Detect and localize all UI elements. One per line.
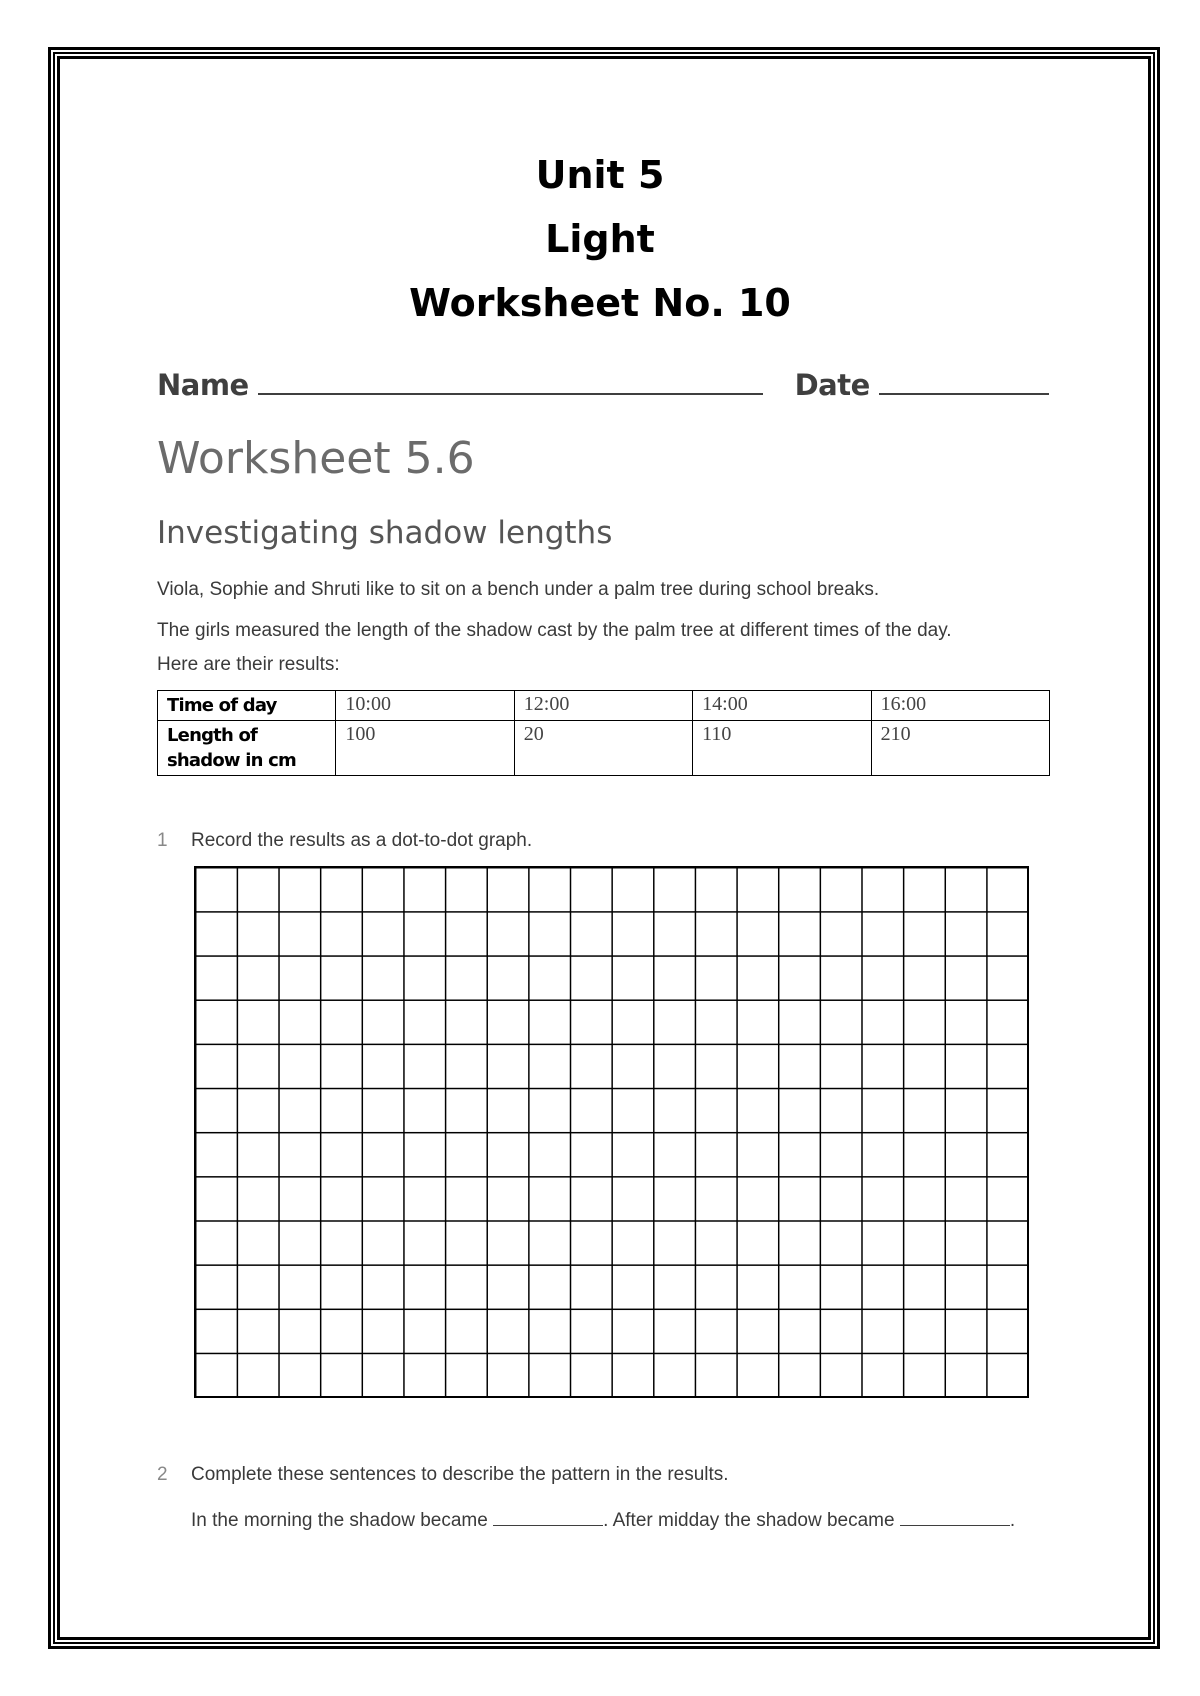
table-row <box>158 721 1050 776</box>
date-field[interactable] <box>879 369 1049 395</box>
graph-grid[interactable] <box>194 866 1029 1398</box>
unit-title: Unit 5 <box>535 153 665 197</box>
table-cell: 16:00 <box>871 691 1049 721</box>
table-cell: 110 <box>693 721 871 776</box>
table-cell: 14:00 <box>693 691 871 721</box>
sentence-part-2: . After midday the shadow became <box>603 1510 895 1531</box>
question-2-text: Complete these sentences to describe the pattern in the results. <box>191 1464 729 1485</box>
results-table <box>157 690 1050 776</box>
question-2-number: 2 <box>157 1464 168 1485</box>
morning-answer-field[interactable] <box>493 1507 603 1526</box>
sentence-part-1: In the morning the shadow became <box>191 1510 488 1531</box>
results-intro: Here are their results: <box>157 654 340 675</box>
worksheet-heading: Worksheet 5.6 <box>157 433 475 484</box>
worksheet-subheading: Investigating shadow lengths <box>157 515 613 551</box>
table-row <box>158 691 1050 721</box>
question-2-sentence <box>191 1507 1015 1532</box>
topic-title: Light <box>545 217 655 261</box>
afternoon-answer-field[interactable] <box>900 1507 1010 1526</box>
table-cell: 10:00 <box>336 691 514 721</box>
table-cell: 12:00 <box>514 691 692 721</box>
intro-paragraph: Viola, Sophie and Shruti like to sit on a bench under a palm tree during school breaks. <box>157 579 880 600</box>
name-date-line <box>157 368 1049 402</box>
table-cell: 210 <box>871 721 1049 776</box>
table-cell: 100 <box>336 721 514 776</box>
method-paragraph: The girls measured the length of the shadow cast by the palm tree at different times of the day. <box>157 620 952 641</box>
sentence-end: . <box>1009 1510 1016 1531</box>
table-cell: 20 <box>514 721 692 776</box>
table-header-cell: Time of day <box>158 691 336 721</box>
name-field[interactable] <box>258 369 763 395</box>
date-label: Date <box>794 368 870 402</box>
question-1-text: Record the results as a dot-to-dot graph. <box>191 830 533 851</box>
name-label: Name <box>157 368 249 402</box>
question-1-number: 1 <box>157 830 168 851</box>
worksheet-number-title: Worksheet No. 10 <box>409 281 791 325</box>
table-header-cell: Length of shadow in cm <box>158 721 336 776</box>
